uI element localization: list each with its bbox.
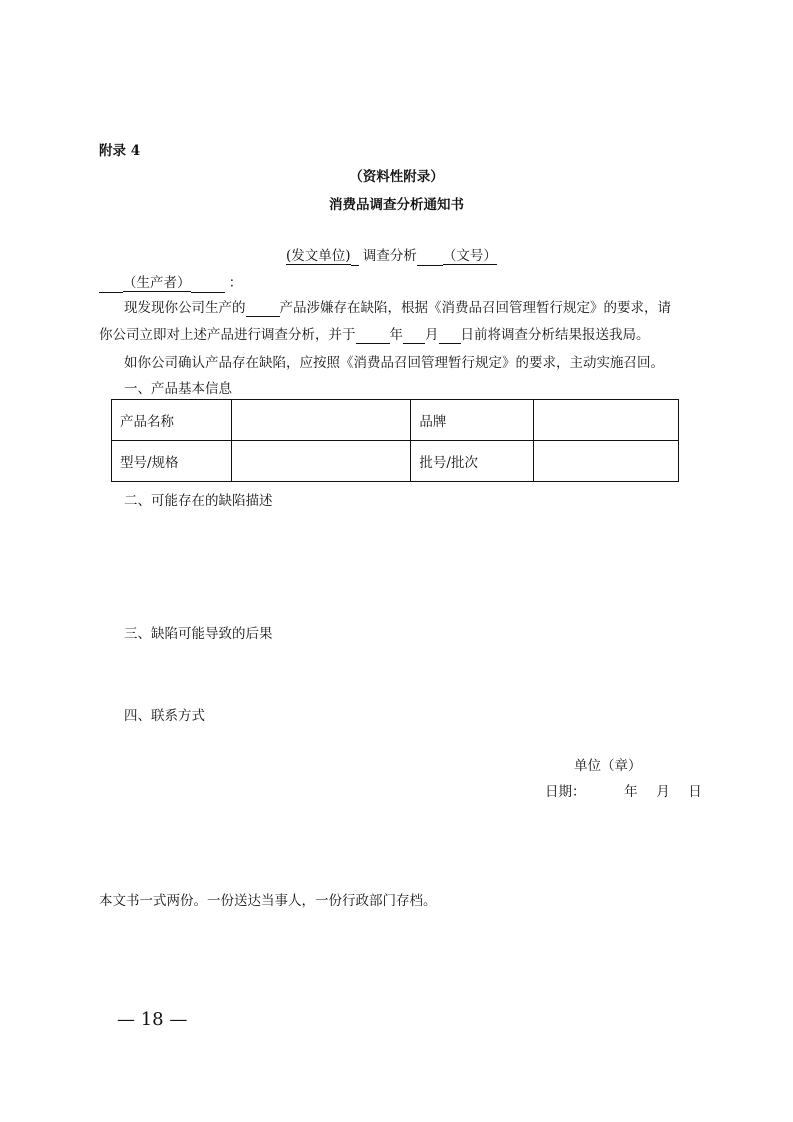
table-row (112, 441, 679, 482)
document-subtitle: （资料性附录） (349, 169, 444, 185)
year-blank (356, 343, 390, 344)
body-text: 年 (389, 327, 403, 343)
product-blank (246, 316, 280, 317)
day-blank (439, 343, 461, 344)
signature-unit: 单位（章） (574, 758, 642, 774)
section-heading-consequences: 三、缺陷可能导致的后果 (124, 626, 273, 642)
section-heading-contact: 四、联系方式 (124, 708, 205, 724)
table-cell-value (533, 400, 678, 441)
addressee-underline-left (99, 292, 123, 293)
issuer-field: (发文单位) (286, 248, 351, 264)
body-paragraph-1 (124, 299, 671, 317)
date-day: 日 (688, 784, 702, 800)
table-cell-label: 批号/批次 (411, 441, 533, 482)
date-label: 日期： (545, 784, 586, 800)
body-paragraph-2 (99, 326, 650, 344)
section-heading-defect-description: 二、可能存在的缺陷描述 (124, 493, 273, 509)
addressee-underline-right (191, 292, 225, 293)
body-text: 你公司立即对上述产品进行调查分析，并于 (99, 327, 356, 343)
table-row (112, 400, 679, 441)
table-cell-label: 产品名称 (112, 400, 232, 441)
addressee-line (99, 274, 242, 293)
page-number: — 18 — (117, 1009, 188, 1030)
table-cell-value (232, 400, 411, 441)
signature-date (545, 783, 702, 801)
document-number-line (286, 247, 497, 266)
body-text: 产品涉嫌存在缺陷，根据《消费品召回管理暂行规定》的要求，请 (279, 300, 671, 316)
table-cell-value (232, 441, 411, 482)
appendix-label: 附录 4 (99, 143, 141, 159)
number-prefix-underline (417, 265, 443, 266)
date-year: 年 (624, 784, 638, 800)
product-info-table (111, 399, 679, 482)
document-number-field: （文号） (442, 248, 497, 264)
date-month: 月 (656, 784, 670, 800)
section-heading-product-info: 一、产品基本信息 (124, 381, 232, 397)
document-number-middle: 调查分析 (362, 248, 417, 264)
addressee-suffix: ： (228, 275, 243, 291)
issuer-underline (351, 265, 359, 266)
addressee-field: （生产者） (123, 275, 191, 291)
document-title: 消费品调查分析通知书 (329, 197, 464, 213)
table-cell-label: 品牌 (411, 400, 533, 441)
month-blank (403, 343, 425, 344)
footer-note: 本文书一式两份。一份送达当事人，一份行政部门存档。 (99, 893, 437, 909)
table-cell-value (533, 441, 678, 482)
table-cell-label: 型号/规格 (112, 441, 232, 482)
body-text: 日前将调查分析结果报送我局。 (460, 327, 650, 343)
body-text: 现发现你公司生产的 (124, 300, 246, 316)
body-paragraph-3: 如你公司确认产品存在缺陷，应按照《消费品召回管理暂行规定》的要求，主动实施召回。 (124, 355, 664, 371)
body-text: 月 (425, 327, 439, 343)
